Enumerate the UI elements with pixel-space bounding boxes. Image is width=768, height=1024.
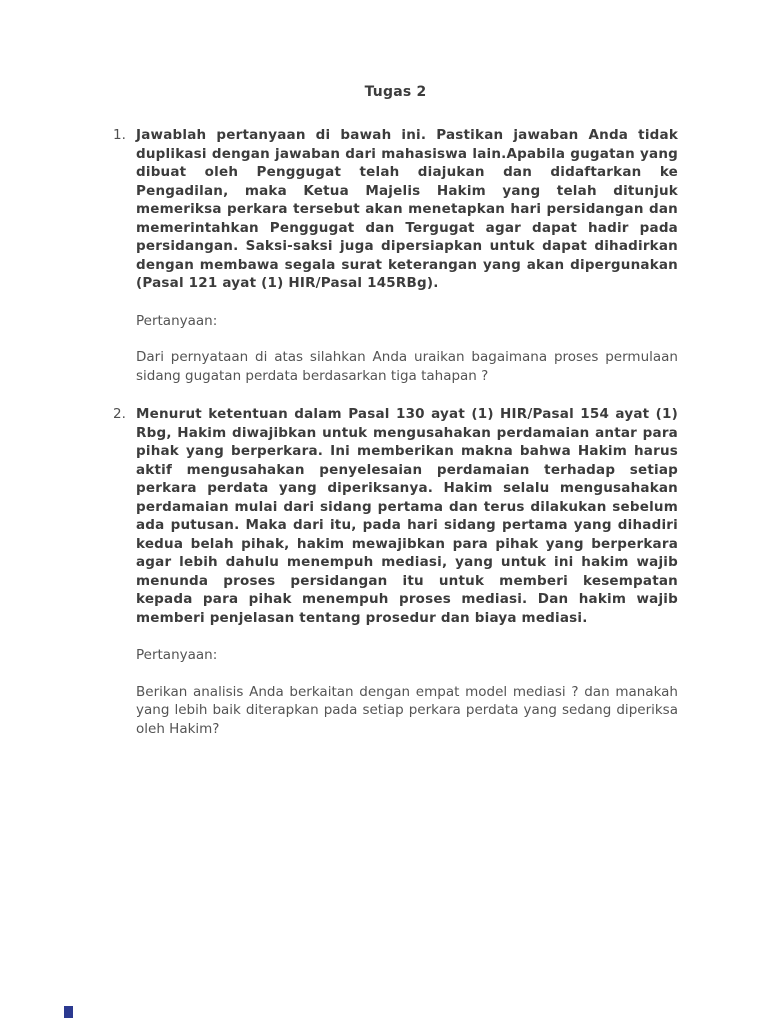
question-label: Pertanyaan: <box>136 647 218 663</box>
assignment-item-1 <box>113 126 678 385</box>
item-number: 1. <box>113 127 126 143</box>
page-title: Tugas 2 <box>364 84 427 100</box>
item-statement: Menurut ketentuan dalam Pasal 130 ayat (1) HIR/Pasal 154 ayat (1) Rbg, Hakim diwajibkan untuk mengusahakan perdamaian antar para pihak yang berperkara. Ini memberikan makna bahwa Hakim harus aktif mengusahakan penyelesaian perdamaian terhadap setiap perkara perdata yang diperiksanya. Hakim selalu mengusahakan perdamaian mulai dari sidang pertama dan terus dilakukan sebelum ada putusan. Maka dari itu, pada hari sidang pertama yang dihadiri kedua belah pihak, hakim mewajibkan para pihak yang berperkara agar lebih dahulu menempuh mediasi, yang untuk ini hakim wajib menunda proses persidangan itu untuk memberi kesempatan kepada para pihak menempuh proses mediasi. Dan hakim wajib memberi penjelasan tentang prosedur dan biaya mediasi. <box>136 406 678 626</box>
item-statement: Jawablah pertanyaan di bawah ini. Pastikan jawaban Anda tidak duplikasi dengan jawaban dari mahasiswa lain.Apabila gugatan yang dibuat oleh Penggugat telah diajukan dan didaftarkan ke Pengadilan, maka Ketua Majelis Hakim yang telah ditunjuk memeriksa perkara tersebut akan menetapkan hari persidangan dan memerintahkan Penggugat dan Tergugat agar dapat hadir pada persidangan. Saksi-saksi juga dipersiapkan untuk dapat dihadirkan dengan membawa segala surat keterangan yang akan dipergunakan (Pasal 121 ayat (1) HIR/Pasal 145RBg). <box>136 127 678 291</box>
assignment-item-2 <box>113 405 678 738</box>
item-number: 2. <box>113 406 126 422</box>
question-label: Pertanyaan: <box>136 312 218 329</box>
question-text: Dari pernyataan di atas silahkan Anda uraikan bagaimana proses permulaan sidang gugatan perdata berdasarkan tiga tahapan ? <box>136 349 678 384</box>
item-body <box>136 126 678 385</box>
footer-logo-fragment <box>64 1006 73 1018</box>
document-content <box>113 84 678 758</box>
item-body <box>136 405 678 738</box>
question-text: Berikan analisis Anda berkaitan dengan empat model mediasi ? dan manakah yang lebih baik diterapkan pada setiap perkara perdata yang sedang diperiksa oleh Hakim? <box>136 683 678 737</box>
